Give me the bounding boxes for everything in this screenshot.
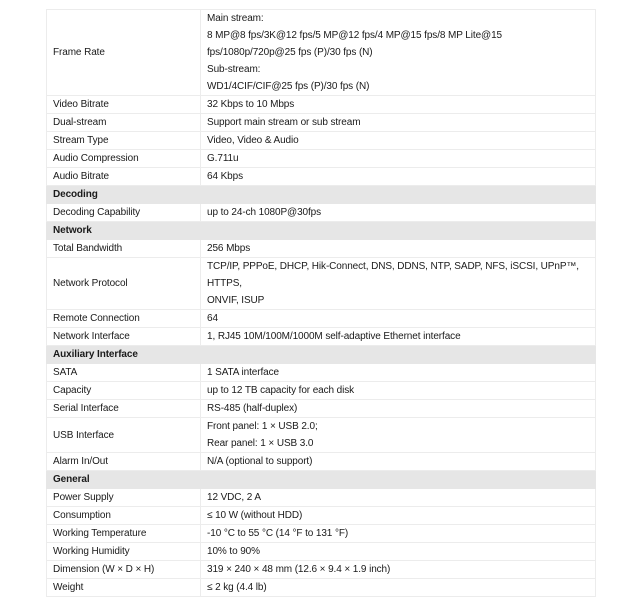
spec-value-line: up to 12 TB capacity for each disk (207, 385, 355, 396)
spec-value-line: RS-485 (half-duplex) (207, 403, 298, 414)
spec-value (201, 132, 596, 150)
spec-value (201, 525, 596, 543)
spec-value-line: Support main stream or sub stream (207, 117, 361, 128)
spec-label: Network Interface (47, 328, 201, 346)
section-title: Decoding (47, 186, 596, 204)
spec-value (201, 258, 596, 310)
spec-value (201, 561, 596, 579)
spec-value (201, 310, 596, 328)
spec-row (47, 258, 596, 310)
spec-row (47, 543, 596, 561)
spec-value-line: 8 MP@8 fps/3K@12 fps/5 MP@12 fps/4 MP@15 fps/8 MP Lite@15 (207, 30, 503, 41)
section-header-row (47, 222, 596, 240)
spec-value-line: 64 (207, 313, 218, 324)
section-header-row (47, 471, 596, 489)
spec-label: Network Protocol (47, 258, 201, 310)
spec-label: Remote Connection (47, 310, 201, 328)
spec-label: Alarm In/Out (47, 453, 201, 471)
spec-row (47, 310, 596, 328)
spec-row (47, 453, 596, 471)
spec-row (47, 364, 596, 382)
section-title: Auxiliary Interface (47, 346, 596, 364)
section-header-row (47, 346, 596, 364)
spec-value-line: WD1/4CIF/CIF@25 fps (P)/30 fps (N) (207, 81, 370, 92)
spec-label: Frame Rate (47, 10, 201, 96)
spec-row (47, 240, 596, 258)
spec-value-line: ONVIF, ISUP (207, 295, 265, 306)
spec-value-line: 10% to 90% (207, 546, 260, 557)
spec-value (201, 382, 596, 400)
spec-row (47, 96, 596, 114)
spec-label: Capacity (47, 382, 201, 400)
spec-value (201, 489, 596, 507)
spec-value-line: ≤ 10 W (without HDD) (207, 510, 303, 521)
spec-row (47, 400, 596, 418)
spec-value-line: up to 24-ch 1080P@30fps (207, 207, 322, 218)
spec-row (47, 168, 596, 186)
spec-row (47, 525, 596, 543)
spec-value (201, 400, 596, 418)
spec-value-line: G.711u (207, 153, 239, 164)
spec-label: Weight (47, 579, 201, 597)
spec-row (47, 507, 596, 525)
spec-label: Power Supply (47, 489, 201, 507)
spec-value-line: 1 SATA interface (207, 367, 279, 378)
spec-value (201, 328, 596, 346)
spec-value-line: Video, Video & Audio (207, 135, 299, 146)
spec-row (47, 418, 596, 453)
spec-value (201, 507, 596, 525)
spec-label: Audio Bitrate (47, 168, 201, 186)
spec-row (47, 328, 596, 346)
spec-row (47, 579, 596, 597)
spec-label: USB Interface (47, 418, 201, 453)
spec-value (201, 240, 596, 258)
spec-value-line: ≤ 2 kg (4.4 lb) (207, 582, 267, 593)
spec-label: Video Bitrate (47, 96, 201, 114)
spec-label: Consumption (47, 507, 201, 525)
spec-value-line: 319 × 240 × 48 mm (12.6 × 9.4 × 1.9 inch) (207, 564, 391, 575)
spec-table-body (47, 10, 596, 597)
spec-value-line: 1, RJ45 10M/100M/1000M self-adaptive Ethernet interface (207, 331, 461, 342)
spec-value (201, 204, 596, 222)
spec-label: Total Bandwidth (47, 240, 201, 258)
spec-value-line: Rear panel: 1 × USB 3.0 (207, 438, 314, 449)
spec-value (201, 150, 596, 168)
spec-value-line: 64 Kbps (207, 171, 243, 182)
spec-row (47, 561, 596, 579)
spec-value (201, 114, 596, 132)
spec-value-line: TCP/IP, PPPoE, DHCP, Hik-Connect, DNS, DDNS, NTP, SADP, NFS, iSCSI, UPnP™, HTTPS, (207, 261, 579, 289)
spec-label: Audio Compression (47, 150, 201, 168)
spec-value (201, 10, 596, 96)
spec-row (47, 132, 596, 150)
spec-value-line: 12 VDC, 2 A (207, 492, 261, 503)
spec-value-line: Front panel: 1 × USB 2.0; (207, 421, 318, 432)
spec-label: SATA (47, 364, 201, 382)
spec-value (201, 96, 596, 114)
spec-table (46, 9, 596, 597)
section-title: General (47, 471, 596, 489)
section-header-row (47, 186, 596, 204)
spec-label: Serial Interface (47, 400, 201, 418)
spec-value (201, 364, 596, 382)
spec-row (47, 114, 596, 132)
spec-value (201, 543, 596, 561)
spec-row (47, 382, 596, 400)
spec-value (201, 168, 596, 186)
spec-label: Stream Type (47, 132, 201, 150)
spec-value-line: 256 Mbps (207, 243, 251, 254)
spec-label: Decoding Capability (47, 204, 201, 222)
spec-value (201, 579, 596, 597)
spec-label: Dual-stream (47, 114, 201, 132)
spec-value-line: 32 Kbps to 10 Mbps (207, 99, 295, 110)
section-title: Network (47, 222, 596, 240)
spec-label: Working Temperature (47, 525, 201, 543)
spec-value-line: N/A (optional to support) (207, 456, 313, 467)
spec-value-line: Main stream: (207, 13, 264, 24)
spec-row (47, 10, 596, 96)
spec-row (47, 150, 596, 168)
spec-value (201, 418, 596, 453)
spec-row (47, 204, 596, 222)
spec-row (47, 489, 596, 507)
spec-value (201, 453, 596, 471)
spec-label: Dimension (W × D × H) (47, 561, 201, 579)
spec-value-line: fps/1080p/720p@25 fps (P)/30 fps (N) (207, 47, 373, 58)
spec-value-line: -10 °C to 55 °C (14 °F to 131 °F) (207, 528, 349, 539)
spec-label: Working Humidity (47, 543, 201, 561)
spec-value-line: Sub-stream: (207, 64, 261, 75)
